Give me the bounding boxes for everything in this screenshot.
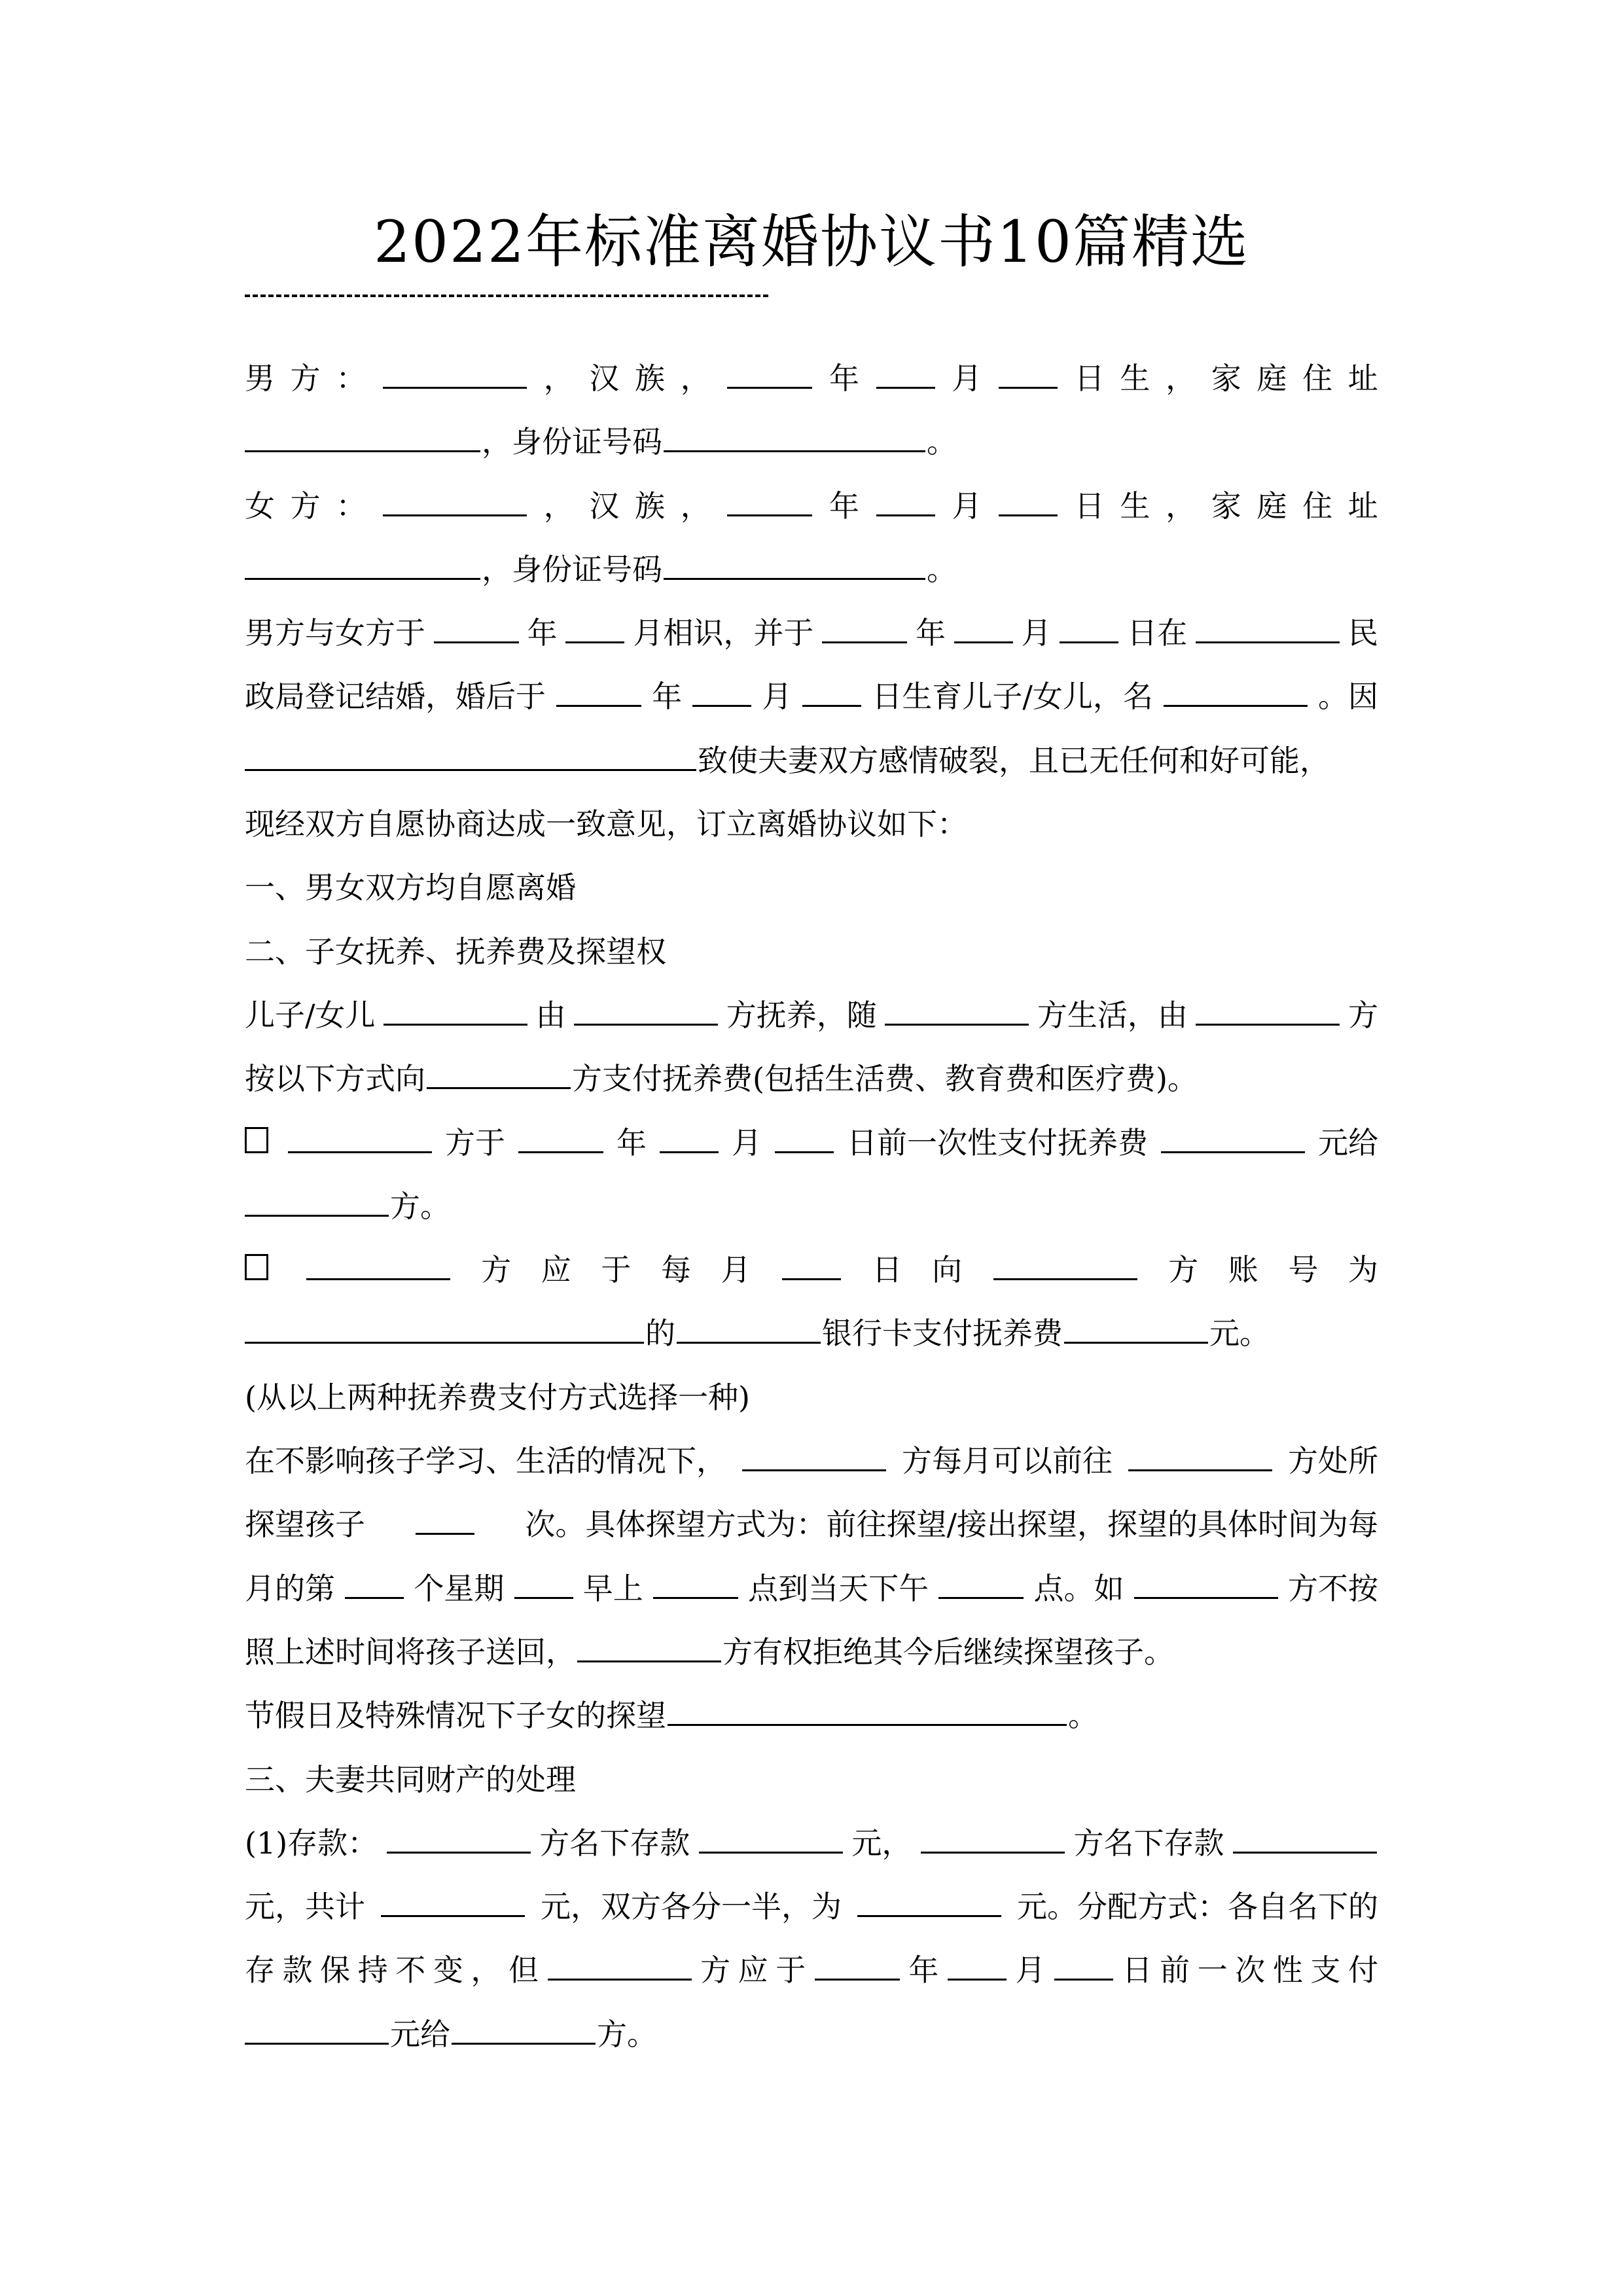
female-name-blank[interactable] xyxy=(383,484,527,516)
text: 二、子女抚养、抚养费及探望权 xyxy=(245,933,666,969)
payment-option-2-line-2 xyxy=(245,1302,1378,1365)
text: 三、夫妻共同财产的处理 xyxy=(245,1761,576,1797)
text: 年 xyxy=(616,1124,647,1160)
text: 男方与女方于 xyxy=(245,615,425,651)
male-birth-day-blank[interactable] xyxy=(999,357,1058,389)
text: 持 xyxy=(357,1952,388,1988)
payment-option-2-checkbox[interactable] xyxy=(245,1254,268,1280)
text: 生 xyxy=(1120,488,1150,524)
text: 住 xyxy=(1302,488,1333,524)
text: 早上 xyxy=(582,1570,643,1606)
male-party-line-1 xyxy=(245,347,1378,410)
text: 月 xyxy=(732,1124,762,1160)
payment-option-2-line-1 xyxy=(245,1238,1378,1302)
text: 生 xyxy=(1120,361,1150,396)
section-2-heading xyxy=(245,920,1378,984)
text: 应 xyxy=(541,1252,571,1288)
text: 不 xyxy=(395,1952,426,1988)
marriage-year-blank[interactable] xyxy=(822,611,907,643)
text: 方。 xyxy=(597,2016,657,2052)
text: 元。 xyxy=(1209,1316,1270,1352)
lump-sum-payer-blank[interactable] xyxy=(288,1121,432,1153)
payment-amount-blank[interactable] xyxy=(245,2013,389,2045)
monthly-recipient-blank[interactable] xyxy=(993,1248,1137,1280)
text: 家 xyxy=(1211,488,1241,524)
text: 月 xyxy=(1021,615,1052,651)
document-title: 2022年标准离婚协议书10篇精选 xyxy=(374,208,1249,276)
marriage-line-3 xyxy=(245,729,1378,793)
text: 元给 xyxy=(1318,1124,1378,1160)
male-party-line-2 xyxy=(245,410,1378,474)
text: 。 xyxy=(927,424,957,460)
text: 变 xyxy=(433,1952,463,1988)
text: ， xyxy=(1166,361,1196,396)
party-b-deposit-blank[interactable] xyxy=(1233,1821,1377,1854)
section-1-heading xyxy=(245,856,1378,920)
lump-sum-month-blank[interactable] xyxy=(660,1121,719,1153)
visiting-party-blank[interactable] xyxy=(742,1439,886,1471)
start-hour-blank[interactable] xyxy=(653,1567,738,1599)
monthly-amount-blank[interactable] xyxy=(1064,1312,1208,1344)
total-deposit-blank[interactable] xyxy=(381,1885,525,1917)
text: 一 xyxy=(1197,1952,1228,1988)
text: 日 xyxy=(1074,361,1105,396)
visitation-line-3 xyxy=(245,1557,1378,1621)
child-blank[interactable] xyxy=(383,994,527,1026)
party-a-deposit-blank[interactable] xyxy=(699,1821,843,1854)
text: 日 xyxy=(1074,488,1105,524)
text: ， xyxy=(680,361,711,396)
text: 一、男女双方均自愿离婚 xyxy=(245,870,576,906)
text: 方 xyxy=(700,1952,731,1988)
holiday-visitation-blank[interactable] xyxy=(668,1694,1067,1726)
text: 年 xyxy=(829,361,860,396)
visitation-line-2 xyxy=(245,1493,1378,1556)
text: 探望孩子 xyxy=(245,1507,365,1543)
text: 方每月可以前往 xyxy=(902,1443,1113,1479)
monthly-payer-blank[interactable] xyxy=(306,1248,450,1280)
marriage-line-1 xyxy=(245,601,1378,665)
text: 年 xyxy=(829,488,860,524)
bank-name-blank[interactable] xyxy=(677,1312,821,1344)
custodial-party-blank[interactable] xyxy=(1128,1439,1272,1471)
text: 女 xyxy=(245,488,275,524)
text: 元，共计 xyxy=(245,1889,365,1925)
text: 现经双方自愿协商达成一致意见，订立离婚协议如下： xyxy=(245,806,967,842)
marriage-month-blank[interactable] xyxy=(954,611,1013,643)
text: 汉 xyxy=(589,361,620,396)
text: 的 xyxy=(645,1316,675,1352)
visitation-line-1 xyxy=(245,1429,1378,1493)
text: 方 xyxy=(290,361,321,396)
text: 性 xyxy=(1272,1952,1303,1988)
marriage-day-blank[interactable] xyxy=(1060,611,1118,643)
text: 年 xyxy=(652,679,683,715)
text: 照上述时间将孩子送回， xyxy=(245,1634,576,1670)
visitation-line-5 xyxy=(245,1684,1378,1748)
payer-blank[interactable] xyxy=(1196,994,1340,1026)
text: 儿子/女儿 xyxy=(245,997,376,1033)
female-id-blank[interactable] xyxy=(664,548,925,580)
text: ， xyxy=(543,488,574,524)
text: 日 xyxy=(872,1252,902,1288)
text: 向 xyxy=(932,1252,963,1288)
text: 银行卡支付抚养费 xyxy=(822,1316,1063,1352)
text: 庭 xyxy=(1257,361,1287,396)
female-birth-year-blank[interactable] xyxy=(727,484,812,516)
payment-option-1-line-1 xyxy=(245,1111,1378,1175)
section-3-heading xyxy=(245,1748,1378,1812)
deposits-line-1 xyxy=(245,1812,1378,1875)
text: ， xyxy=(543,361,574,396)
text: 庭 xyxy=(1257,488,1287,524)
party-b-blank[interactable] xyxy=(921,1821,1065,1854)
text: 家 xyxy=(1211,361,1241,396)
text: 方生活，由 xyxy=(1037,997,1188,1033)
text: 年 xyxy=(915,615,946,651)
payment-day-blank[interactable] xyxy=(1054,1948,1113,1981)
text: 住 xyxy=(1302,361,1333,396)
text: 款 xyxy=(282,1952,313,1988)
text: ， xyxy=(471,1952,501,1988)
text: 日在 xyxy=(1127,615,1188,651)
payment-year-blank[interactable] xyxy=(815,1948,900,1981)
text: 年 xyxy=(908,1952,939,1988)
text: 政局登记结婚，婚后于 xyxy=(245,679,546,715)
text: 在不影响孩子学习、生活的情况下， xyxy=(245,1443,726,1479)
text: 为 xyxy=(1347,1252,1378,1288)
recipient-party-blank[interactable] xyxy=(452,2013,596,2045)
text: 方 xyxy=(481,1252,512,1288)
refusing-party-blank[interactable] xyxy=(577,1630,721,1662)
text: 账 xyxy=(1228,1252,1258,1288)
text: 次。具体探望方式为：前往探望/接出探望，探望的具体时间为每 xyxy=(525,1507,1378,1543)
text: 址 xyxy=(1347,361,1378,396)
text: 号 xyxy=(1288,1252,1319,1288)
child-birth-day-blank[interactable] xyxy=(802,675,861,707)
marriage-line-4 xyxy=(245,793,1378,856)
text: 。 xyxy=(927,551,957,587)
text: 每 xyxy=(660,1252,691,1288)
text: 方支付抚养费(包括生活费、教育费和医疗费)。 xyxy=(572,1061,1198,1097)
met-month-blank[interactable] xyxy=(565,611,624,643)
text: 付 xyxy=(1347,1952,1378,1988)
text: 点到当天下午 xyxy=(748,1570,929,1606)
text: 方抚养，随 xyxy=(726,997,877,1033)
text: 月的第 xyxy=(245,1570,335,1606)
living-with-blank[interactable] xyxy=(885,994,1029,1026)
text: 节假日及特殊情况下子女的探望 xyxy=(245,1698,666,1734)
text: 元，双方各分一半，为 xyxy=(541,1889,842,1925)
child-birth-month-blank[interactable] xyxy=(692,675,751,707)
text: ，身份证号码 xyxy=(482,424,662,460)
text: 方不按 xyxy=(1287,1570,1378,1606)
text: 由 xyxy=(535,997,566,1033)
text: 元。分配方式：各自名下的 xyxy=(1017,1889,1378,1925)
text: 按以下方式向 xyxy=(245,1061,425,1097)
document-body xyxy=(245,347,1378,2066)
male-id-blank[interactable] xyxy=(664,420,925,452)
payment-month-blank[interactable] xyxy=(948,1948,1007,1981)
male-address-blank[interactable] xyxy=(245,420,480,452)
lump-sum-recipient-blank[interactable] xyxy=(245,1185,389,1217)
end-hour-blank[interactable] xyxy=(938,1567,1024,1599)
text: 个星期 xyxy=(414,1570,505,1606)
text: 方 xyxy=(1348,997,1378,1033)
payee-blank[interactable] xyxy=(427,1057,571,1089)
visit-count-blank[interactable] xyxy=(416,1503,474,1535)
text: ， xyxy=(680,488,711,524)
text: 族 xyxy=(635,488,666,524)
lump-sum-year-blank[interactable] xyxy=(518,1121,603,1153)
text: ， xyxy=(1166,488,1196,524)
male-name-blank[interactable] xyxy=(383,357,527,389)
late-return-party-blank[interactable] xyxy=(1134,1567,1278,1599)
text: 于 xyxy=(776,1952,806,1988)
registry-office-blank[interactable] xyxy=(1196,611,1340,643)
payment-option-1-line-2 xyxy=(245,1175,1378,1238)
male-birth-month-blank[interactable] xyxy=(876,357,935,389)
text: 保 xyxy=(320,1952,351,1988)
text: 月 xyxy=(721,1252,751,1288)
female-party-line-2 xyxy=(245,538,1378,601)
text: 方有权拒绝其今后继续探望孩子。 xyxy=(722,1634,1174,1670)
child-birth-year-blank[interactable] xyxy=(556,675,641,707)
text: 次 xyxy=(1235,1952,1266,1988)
female-address-blank[interactable] xyxy=(245,548,480,580)
half-deposit-blank[interactable] xyxy=(857,1885,1001,1917)
text: 致使夫妻双方感情破裂，且已无任何和好可能， xyxy=(698,742,1330,778)
text: 方 xyxy=(290,488,321,524)
female-party-line-1 xyxy=(245,475,1378,538)
title-divider xyxy=(245,295,768,297)
text: 支 xyxy=(1310,1952,1341,1988)
text: 应 xyxy=(738,1952,768,1988)
text: 于 xyxy=(601,1252,632,1288)
text: 月 xyxy=(1015,1952,1046,1988)
deposits-line-3 xyxy=(245,1939,1378,2002)
text: 日前一次性支付抚养费 xyxy=(847,1124,1148,1160)
text: 。 xyxy=(1068,1698,1098,1734)
female-birth-month-blank[interactable] xyxy=(876,484,935,516)
met-year-blank[interactable] xyxy=(434,611,519,643)
custody-line-1 xyxy=(245,984,1378,1047)
text: 日生育儿子/女儿，名 xyxy=(872,679,1153,715)
text: 。因 xyxy=(1318,679,1378,715)
custody-line-2 xyxy=(245,1047,1378,1111)
visitation-line-4 xyxy=(245,1621,1378,1684)
bank-account-blank[interactable] xyxy=(245,1312,644,1344)
male-birth-year-blank[interactable] xyxy=(727,357,812,389)
text: 月相识，并于 xyxy=(633,615,814,651)
text: 方名下存款 xyxy=(1073,1825,1224,1861)
child-name-blank[interactable] xyxy=(1164,675,1308,707)
text: 方于 xyxy=(445,1124,505,1160)
text: 月 xyxy=(952,361,982,396)
lump-sum-day-blank[interactable] xyxy=(775,1121,834,1153)
text: 月 xyxy=(952,488,982,524)
text: 男 xyxy=(245,361,275,396)
deposits-line-4 xyxy=(245,2003,1378,2066)
payment-note xyxy=(245,1366,1378,1429)
weekday-blank[interactable] xyxy=(514,1567,573,1599)
text: 存 xyxy=(245,1952,275,1988)
custodian-blank[interactable] xyxy=(574,994,718,1026)
text: 元， xyxy=(851,1825,912,1861)
text: 方处所 xyxy=(1288,1443,1378,1479)
text: (1)存款： xyxy=(245,1825,378,1861)
marriage-line-2 xyxy=(245,665,1378,728)
text: 元给 xyxy=(390,2016,450,2052)
text: 方名下存款 xyxy=(539,1825,690,1861)
paying-party-blank[interactable] xyxy=(548,1948,692,1981)
text: 日 xyxy=(1122,1952,1152,1988)
text: ： xyxy=(336,488,366,524)
text: 族 xyxy=(635,361,666,396)
text: 汉 xyxy=(589,488,620,524)
payment-option-1-checkbox[interactable] xyxy=(245,1127,268,1153)
lump-sum-amount-blank[interactable] xyxy=(1161,1121,1305,1153)
text: 年 xyxy=(527,615,558,651)
text: ： xyxy=(336,361,366,396)
text: (从以上两种抚养费支付方式选择一种) xyxy=(245,1379,750,1415)
text: 前 xyxy=(1160,1952,1190,1988)
text: ，身份证号码 xyxy=(482,551,662,587)
divorce-reason-blank[interactable] xyxy=(245,739,696,771)
text: 址 xyxy=(1347,488,1378,524)
week-number-blank[interactable] xyxy=(345,1567,404,1599)
text: 点。如 xyxy=(1033,1570,1124,1606)
text: 方 xyxy=(1168,1252,1199,1288)
party-a-blank[interactable] xyxy=(387,1821,531,1854)
text: 方。 xyxy=(390,1188,450,1224)
text: 月 xyxy=(762,679,793,715)
female-birth-day-blank[interactable] xyxy=(999,484,1058,516)
text: 但 xyxy=(508,1952,539,1988)
monthly-day-blank[interactable] xyxy=(782,1248,841,1280)
text: 民 xyxy=(1347,615,1378,651)
deposits-line-2 xyxy=(245,1875,1378,1939)
